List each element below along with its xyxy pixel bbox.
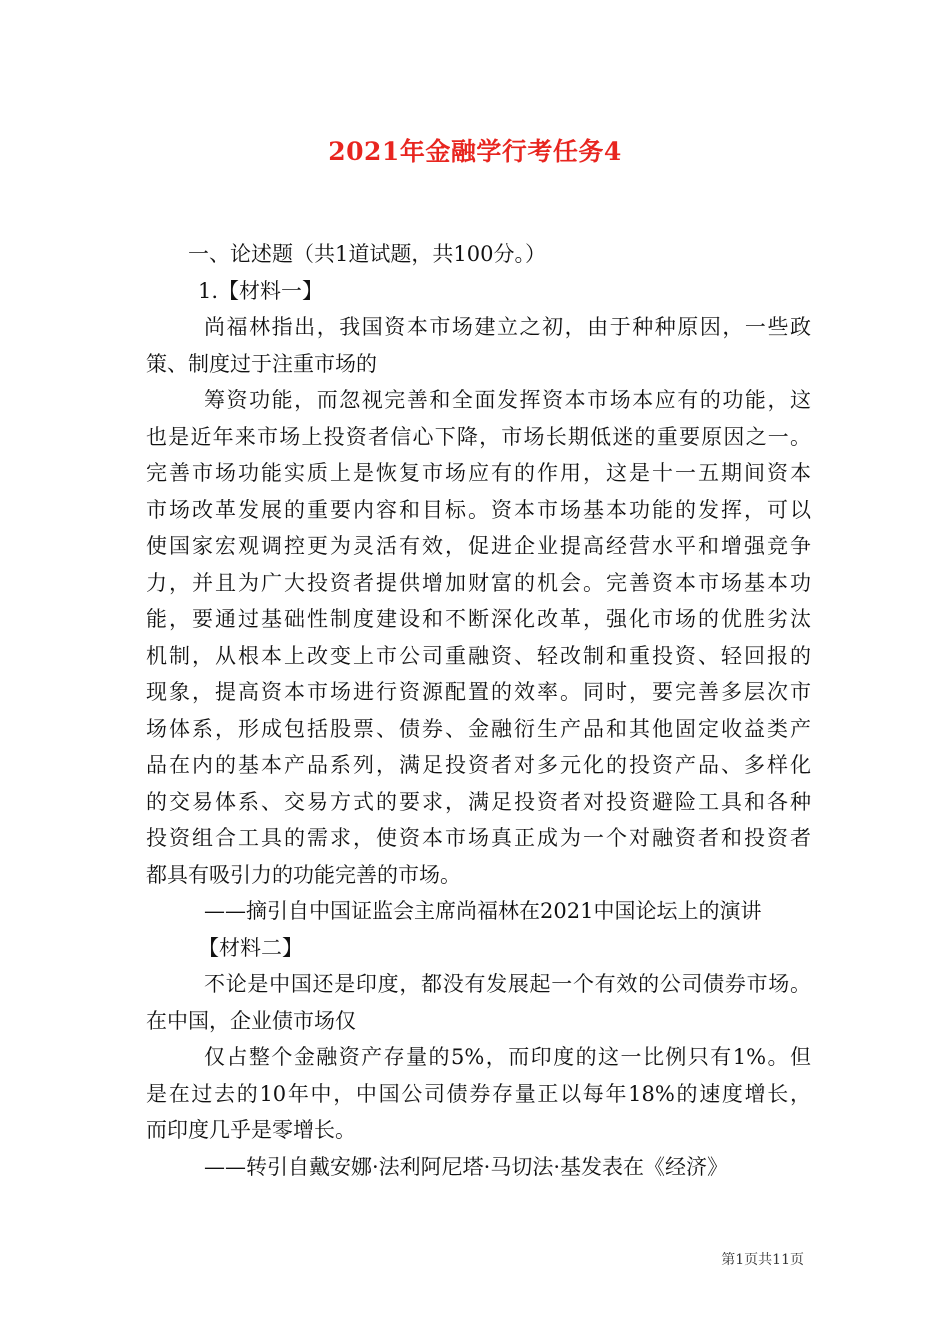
material1-intro-line: 尚福林指出，我国资本市场建立之初，由于种种原因，一些政 <box>204 315 811 339</box>
material1-para-line: 使国家宏观调控更为灵活有效，促进企业提高经营水平和增强竞争 <box>146 534 811 558</box>
material1-intro-line: 策、制度过于注重市场的 <box>146 351 377 376</box>
material2-para-line: 是在过去的10年中，中国公司债券存量正以每年18%的速度增长， <box>146 1081 811 1106</box>
material1-para-line: 筹资功能，而忽视完善和全面发挥资本市场本应有的功能，这 <box>204 388 811 412</box>
material2-label: 【材料二】 <box>198 935 303 960</box>
material1-para-line: 品在内的基本产品系列，满足投资者对多元化的投资产品、多样化 <box>146 753 811 777</box>
material1-para-line: 场体系，形成包括股票、债券、金融衍生产品和其他固定收益类产 <box>146 716 811 741</box>
material1-para-line: 的交易体系、交易方式的要求，满足投资者对投资避险工具和各种 <box>146 789 811 814</box>
material1-para-line: 机制，从根本上改变上市公司重融资、轻改制和重投资、轻回报的 <box>146 643 811 668</box>
material1-para-line: 也是近年来市场上投资者信心下降，市场长期低迷的重要原因之一。 <box>146 424 811 449</box>
material1-para-line: 力，并且为广大投资者提供增加财富的机会。完善资本市场基本功 <box>146 570 811 595</box>
material2-para-line: 而印度几乎是零增长。 <box>146 1118 356 1142</box>
material2-line: 不论是中国还是印度，都没有发展起一个有效的公司债券市场。 <box>204 972 811 996</box>
document-body <box>146 236 811 1185</box>
material2-line: 在中国，企业债市场仅 <box>146 1008 356 1033</box>
question-label: 1.【材料一】 <box>198 278 324 303</box>
material1-para-line: 都具有吸引力的功能完善的市场。 <box>146 862 461 887</box>
section-heading: 一、论述题（共1道试题，共100分。） <box>188 242 546 266</box>
page-footer: 第1页共11页 <box>721 1252 804 1268</box>
material2-para-line: 仅占整个金融资产存量的5%，而印度的这一比例只有1%。但 <box>204 1045 811 1069</box>
material1-para-line: 能，要通过基础性制度建设和不断深化改革，强化市场的优胜劣汰 <box>146 607 811 631</box>
material1-source: ——摘引自中国证监会主席尚福林在2021中国论坛上的演讲 <box>204 899 762 923</box>
material1-para-line: 投资组合工具的需求，使资本市场真正成为一个对融资者和投资者 <box>146 826 811 850</box>
material1-para-line: 现象，提高资本市场进行资源配置的效率。同时，要完善多层次市 <box>146 680 811 704</box>
document-title: 2021年金融学行考任务4 <box>328 137 622 166</box>
material2-source: ——转引自戴安娜·法利阿尼塔·马切法·基发表在《经济》 <box>204 1154 729 1179</box>
material1-para-line: 市场改革发展的重要内容和目标。资本市场基本功能的发挥，可以 <box>146 497 811 522</box>
material1-para-line: 完善市场功能实质上是恢复市场应有的作用，这是十一五期间资本 <box>146 461 811 485</box>
